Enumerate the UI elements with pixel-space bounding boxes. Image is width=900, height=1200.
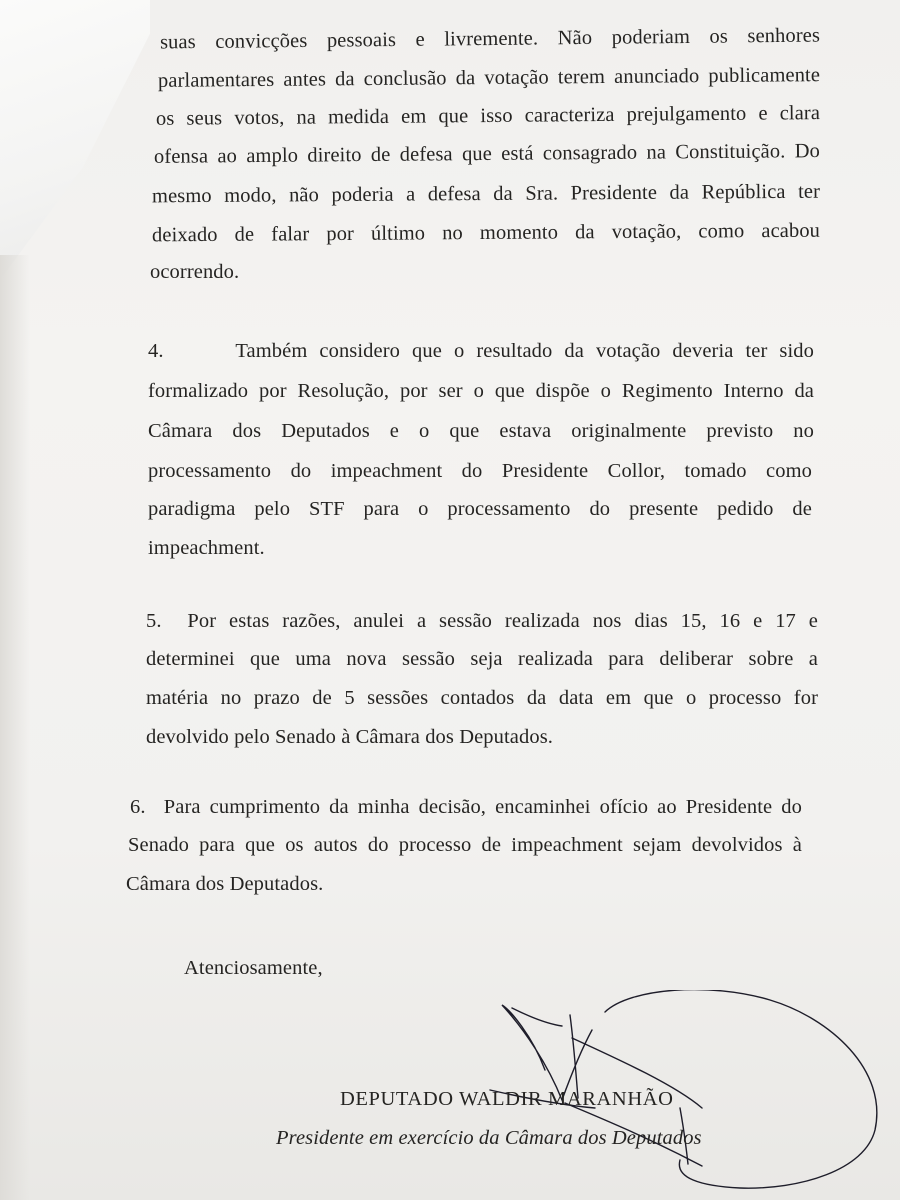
paragraph-3-line-2: parlamentares antes da conclusão da votação terem anunciado publicamente: [157, 64, 821, 92]
paragraph-5-line-1: 5. Por estas razões, anulei a sessão realizada nos dias 15, 16 e 17 e: [146, 610, 818, 632]
paragraph-6-line-3: Câmara dos Deputados.: [126, 873, 324, 895]
paragraph-5-line-3: matéria no prazo de 5 sessões contados da data em que o processo for: [146, 687, 818, 709]
paragraph-4-line-2: formalizado por Resolução, por ser o que dispõe o Regimento Interno da: [148, 380, 814, 402]
paragraph-3-line-4: ofensa ao amplo direito de defesa que está consagrado na Constituição. Do: [153, 140, 821, 168]
paragraph-3-line-5: mesmo modo, não poderia a defesa da Sra. Presidente da República ter: [151, 180, 821, 208]
paragraph-4-line-4: processamento do impeachment do Presidente Collor, tomado como: [148, 460, 812, 482]
page-edge-shadow: [0, 255, 30, 1200]
paragraph-5-line-2: determinei que uma nova sessão seja realizada para deliberar sobre a: [146, 648, 818, 670]
paragraph-4-line-5: paradigma pelo STF para o processamento do presente pedido de: [148, 498, 812, 520]
paragraph-4-line-3: Câmara dos Deputados e o que estava originalmente previsto no: [148, 420, 814, 442]
signatory-name: DEPUTADO WALDIR MARANHÃO: [340, 1088, 674, 1110]
signatory-title: Presidente em exercício da Câmara dos Deputados: [276, 1127, 702, 1149]
paragraph-6-line-1: 6. Para cumprimento da minha decisão, encaminhei ofício ao Presidente do: [130, 796, 802, 818]
paragraph-4-line-1: 4. Também considero que o resultado da votação deveria ter sido: [148, 340, 814, 362]
paragraph-3-line-1: suas convicções pessoais e livremente. Não poderiam os senhores: [159, 24, 821, 54]
paragraph-3-line-6: deixado de falar por último no momento da votação, como acabou: [151, 219, 821, 247]
paragraph-4-line-6: impeachment.: [148, 537, 265, 559]
paragraph-5-line-4: devolvido pelo Senado à Câmara dos Deputados.: [146, 726, 554, 748]
closing-salutation: Atenciosamente,: [184, 957, 323, 979]
underlying-sheet-corner: [0, 0, 150, 280]
paragraph-6-line-2: Senado para que os autos do processo de impeachment sejam devolvidos à: [128, 834, 802, 856]
paragraph-3-line-3: os seus votos, na medida em que isso caracteriza prejulgamento e clara: [155, 102, 821, 130]
paragraph-3-line-7: ocorrendo.: [150, 261, 240, 283]
